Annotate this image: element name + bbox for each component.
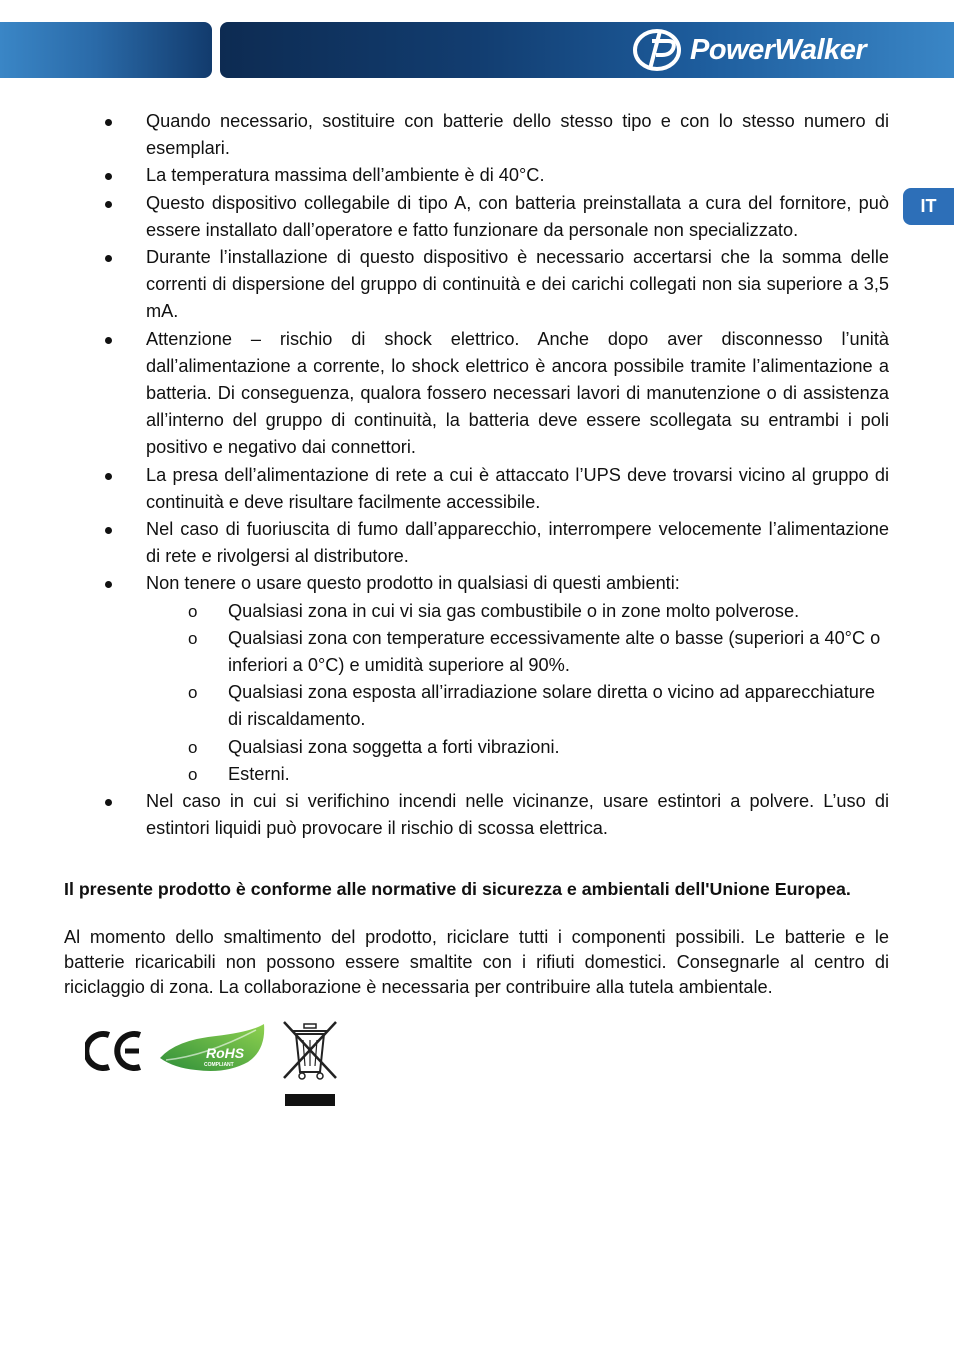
ce-mark-icon [85, 1030, 145, 1072]
brand-name: PowerWalker [690, 33, 867, 66]
weee-bin-icon [280, 1020, 340, 1110]
bullet-icon [105, 201, 112, 208]
list-item [0, 462, 954, 516]
bullet-text: Attenzione – rischio di shock elettrico. Anche dopo aver disconnesso l’unità dall’alimentazione a corrente, lo shock elettrico è ancora possibile tramite l’alimentazione a batteria. Di conseguenza, qualora fossero necessari lavori di manutenzione o di assistenza all’interno del gruppo di continuità, la batteria deve essere scollegata su entrambi i poli positivo e negativo dai connettori. [146, 328, 889, 458]
bullet-list [0, 108, 954, 842]
bullet-icon [105, 173, 112, 180]
list-item [0, 570, 954, 788]
sub-bullet-text: Qualsiasi zona con temperature eccessivamente alte o basse (superiori a 40°C o inferiori a 0°C) e umidità superiore al 90%. [228, 627, 881, 676]
bullet-icon [105, 119, 112, 126]
bullet-icon [105, 473, 112, 480]
sub-list-item [146, 761, 889, 788]
bullet-icon [105, 799, 112, 806]
bullet-text: La presa dell’alimentazione di rete a cui è attaccato l’UPS deve trovarsi vicino al gruppo di continuità e deve risultare facilmente accessibile. [146, 464, 889, 512]
language-tab[interactable]: IT [903, 188, 954, 225]
sub-list-item [146, 734, 889, 761]
sub-list-item [146, 625, 889, 679]
powerwalker-logo [630, 26, 945, 74]
bullet-text: Quando necessario, sostituire con batterie dello stesso tipo e con lo stesso numero di esemplari. [146, 111, 889, 159]
bullet-text: Durante l’installazione di questo dispositivo è necessario accertarsi che la somma delle correnti di dispersione del gruppo di continuità e dei carichi collegati non sia superiore a 3,5 mA. [146, 247, 889, 322]
circle-bullet-icon: o [188, 683, 198, 703]
safety-instructions [0, 108, 954, 842]
bullet-icon [105, 581, 112, 588]
list-item [0, 788, 954, 842]
circle-bullet-icon: o [188, 601, 198, 621]
sub-bullet-text: Esterni. [228, 763, 290, 784]
circle-bullet-icon: o [188, 737, 198, 757]
circle-bullet-icon: o [188, 764, 198, 784]
bullet-text: Nel caso in cui si verifichino incendi nelle vicinanze, usare estintori a polvere. L’uso di estintori liquidi può provocare il rischio di scossa elettrica. [146, 791, 889, 839]
rohs-label: RoHS [206, 1045, 245, 1061]
disposal-paragraph: Al momento dello smaltimento del prodotto, riciclare tutti i componenti possibili. Le batterie e le batterie ricaricabili non possono essere smaltite con i rifiuti domestici. Consegnarle al centro di riciclaggio di zona. La collaborazione è necessaria per contribuire alla tutela ambientale. [64, 927, 889, 997]
list-item [0, 326, 954, 462]
bullet-text: Questo dispositivo collegabile di tipo A, con batteria preinstallata a cura del fornitore, può essere installato dall’operatore e fatto funzionare da personale non specializzato. [146, 192, 889, 240]
header-band-left [0, 22, 212, 78]
list-item [0, 244, 954, 326]
bullet-text: Non tenere o usare questo prodotto in qualsiasi di questi ambienti: [146, 573, 680, 594]
bullet-icon [105, 337, 112, 344]
rohs-leaf-icon [156, 1020, 268, 1076]
circle-bullet-icon: o [188, 628, 198, 648]
sub-bullet-text: Qualsiasi zona soggetta a forti vibrazioni. [228, 736, 560, 757]
list-item [0, 516, 954, 570]
sub-list-item [146, 598, 889, 625]
rohs-sub-label: COMPLIANT [204, 1062, 234, 1068]
compliance-note: Il presente prodotto è conforme alle normative di sicurezza e ambientali dell'Unione Europea. [64, 879, 851, 899]
bullet-icon [105, 527, 112, 534]
sub-bullet-text: Qualsiasi zona esposta all’irradiazione solare diretta o vicino ad apparecchiature di riscaldamento. [228, 682, 876, 730]
bullet-text: La temperatura massima dell’ambiente è di 40°C. [146, 165, 545, 186]
sub-bullet-text: Qualsiasi zona in cui vi sia gas combustibile o in zone molto polverose. [228, 600, 800, 621]
powerwalker-logo-icon [630, 27, 688, 73]
list-item [0, 190, 954, 244]
list-item [0, 162, 954, 189]
bullet-text: Nel caso di fuoriuscita di fumo dall’apparecchio, interrompere velocemente l’alimentazione di rete e rivolgersi al distributore. [146, 519, 889, 567]
list-item [0, 108, 954, 162]
sub-bullet-list [146, 598, 889, 788]
bullet-icon [105, 255, 112, 262]
sub-list-item [146, 679, 889, 733]
